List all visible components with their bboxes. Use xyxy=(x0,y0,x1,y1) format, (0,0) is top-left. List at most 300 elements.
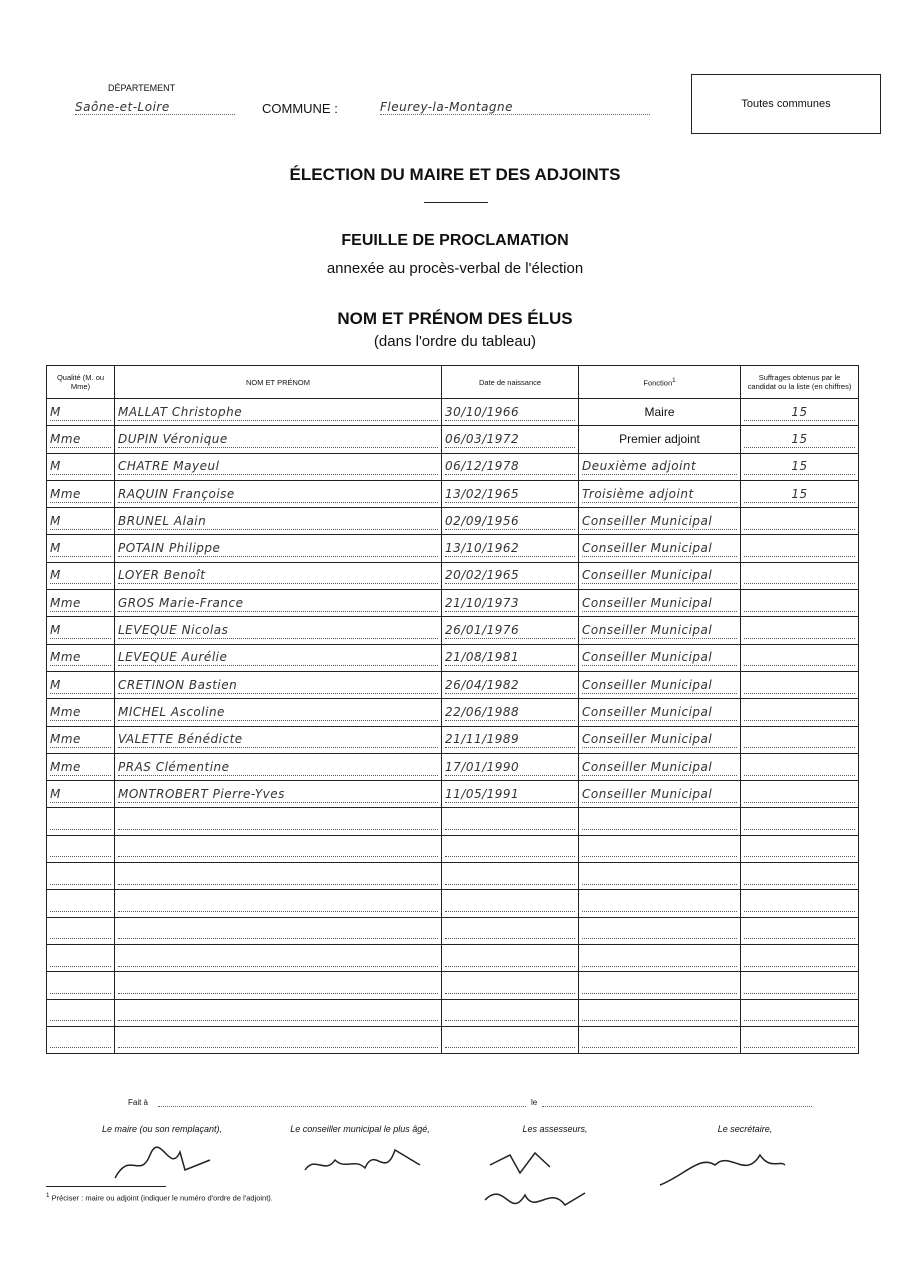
table-row xyxy=(47,617,859,644)
cell-date xyxy=(442,671,579,698)
cell-empty xyxy=(579,972,741,999)
cell-nom xyxy=(115,590,442,617)
cell-empty xyxy=(442,917,579,944)
conseiller-signature xyxy=(300,1140,430,1185)
cell-empty xyxy=(579,917,741,944)
cell-nom-value: LEVEQUE Nicolas xyxy=(118,622,438,639)
footnote-divider xyxy=(46,1186,166,1187)
table-row xyxy=(47,726,859,753)
sheet-subtitle: annexée au procès-verbal de l'élection xyxy=(326,260,584,277)
cell-date xyxy=(442,726,579,753)
cell-fonction xyxy=(579,781,741,808)
cell-suffrages-value xyxy=(744,622,855,639)
cell-empty-line xyxy=(582,1004,737,1021)
fait-a-label: Fait à xyxy=(128,1098,149,1107)
cell-empty xyxy=(442,1026,579,1053)
cell-nom xyxy=(115,426,442,453)
cell-fonction-value: Conseiller Municipal xyxy=(582,731,737,748)
cell-empty xyxy=(47,944,115,971)
cell-empty-line xyxy=(445,813,575,830)
cell-nom-value: RAQUIN Françoise xyxy=(118,486,438,503)
table-row-empty xyxy=(47,972,859,999)
cell-qualite-value: M xyxy=(50,513,111,530)
cell-nom-value: PRAS Clémentine xyxy=(118,759,438,776)
cell-empty xyxy=(741,808,859,835)
cell-suffrages-value xyxy=(744,786,855,803)
cell-nom xyxy=(115,562,442,589)
fait-a-line xyxy=(158,1106,526,1107)
header-date: Date de naissance xyxy=(442,366,579,399)
cell-empty xyxy=(579,1026,741,1053)
cell-empty xyxy=(442,890,579,917)
cell-nom xyxy=(115,453,442,480)
cell-qualite-value: M xyxy=(50,677,111,694)
cell-empty-line xyxy=(50,977,111,994)
cell-date xyxy=(442,535,579,562)
cell-qualite-value: M xyxy=(50,622,111,639)
departement-value: Saône-et-Loire xyxy=(75,100,235,115)
cell-qualite xyxy=(47,480,115,507)
cell-empty xyxy=(115,835,442,862)
secretaire-signature-label: Le secrétaire, xyxy=(717,1124,773,1134)
cell-fonction xyxy=(579,508,741,535)
cell-qualite xyxy=(47,617,115,644)
cell-date-value: 13/02/1965 xyxy=(445,486,575,503)
cell-nom-value: DUPIN Véronique xyxy=(118,431,438,448)
commune-category-text: Toutes communes xyxy=(741,98,831,110)
cell-nom xyxy=(115,644,442,671)
cell-suffrages-value: 15 xyxy=(744,404,855,421)
cell-empty-line xyxy=(445,950,575,967)
table-row xyxy=(47,480,859,507)
cell-empty xyxy=(442,972,579,999)
assesseurs-signatures xyxy=(480,1145,590,1230)
cell-empty-line xyxy=(744,868,855,885)
cell-fonction xyxy=(579,699,741,726)
cell-qualite xyxy=(47,453,115,480)
table-row xyxy=(47,399,859,426)
cell-suffrages-value: 15 xyxy=(744,431,855,448)
cell-empty xyxy=(579,863,741,890)
cell-nom xyxy=(115,671,442,698)
cell-suffrages xyxy=(741,508,859,535)
cell-qualite-value: Mme xyxy=(50,486,111,503)
cell-empty-line xyxy=(50,840,111,857)
cell-fonction xyxy=(579,726,741,753)
cell-suffrages xyxy=(741,699,859,726)
cell-fonction xyxy=(579,617,741,644)
cell-qualite xyxy=(47,699,115,726)
table-row-empty xyxy=(47,808,859,835)
cell-qualite-value: M xyxy=(50,786,111,803)
table-row-empty xyxy=(47,890,859,917)
cell-empty-line xyxy=(744,840,855,857)
assesseurs-signature-label: Les assesseurs, xyxy=(522,1124,588,1134)
title-divider xyxy=(424,202,488,203)
cell-suffrages xyxy=(741,671,859,698)
cell-empty xyxy=(115,972,442,999)
cell-empty-line xyxy=(582,840,737,857)
cell-empty-line xyxy=(582,977,737,994)
cell-suffrages xyxy=(741,399,859,426)
cell-qualite xyxy=(47,644,115,671)
cell-nom xyxy=(115,699,442,726)
cell-empty-line xyxy=(118,895,438,912)
cell-date-value: 21/11/1989 xyxy=(445,731,575,748)
names-subtitle: (dans l'ordre du tableau) xyxy=(373,333,537,350)
cell-qualite xyxy=(47,753,115,780)
cell-nom xyxy=(115,508,442,535)
cell-empty xyxy=(579,944,741,971)
cell-suffrages xyxy=(741,480,859,507)
cell-empty-line xyxy=(582,868,737,885)
cell-empty-line xyxy=(744,895,855,912)
cell-suffrages xyxy=(741,426,859,453)
cell-date-value: 11/05/1991 xyxy=(445,786,575,803)
table-row xyxy=(47,671,859,698)
cell-fonction-value: Deuxième adjoint xyxy=(582,458,737,475)
cell-suffrages-value xyxy=(744,704,855,721)
cell-qualite-value: Mme xyxy=(50,595,111,612)
cell-qualite-value: M xyxy=(50,458,111,475)
cell-date-value: 13/10/1962 xyxy=(445,540,575,557)
cell-empty xyxy=(741,835,859,862)
cell-empty-line xyxy=(50,868,111,885)
cell-fonction xyxy=(579,480,741,507)
cell-empty xyxy=(741,972,859,999)
cell-fonction xyxy=(579,562,741,589)
cell-empty xyxy=(741,890,859,917)
cell-nom xyxy=(115,781,442,808)
cell-suffrages xyxy=(741,590,859,617)
cell-empty xyxy=(741,917,859,944)
names-title: NOM ET PRÉNOM DES ÉLUS xyxy=(337,309,573,328)
cell-suffrages-value xyxy=(744,649,855,666)
cell-nom-value: BRUNEL Alain xyxy=(118,513,438,530)
header-fonction-label: Fonction xyxy=(643,378,673,388)
cell-nom xyxy=(115,399,442,426)
cell-empty xyxy=(47,972,115,999)
cell-fonction-value: Conseiller Municipal xyxy=(582,595,737,612)
maire-signature xyxy=(110,1140,220,1185)
footnote xyxy=(46,1192,273,1203)
cell-qualite xyxy=(47,562,115,589)
table-row xyxy=(47,753,859,780)
le-line xyxy=(542,1106,812,1107)
cell-empty-line xyxy=(118,868,438,885)
cell-fonction xyxy=(579,590,741,617)
cell-empty-line xyxy=(582,895,737,912)
cell-empty xyxy=(579,835,741,862)
cell-empty xyxy=(47,835,115,862)
table-row-empty xyxy=(47,944,859,971)
cell-empty-line xyxy=(50,813,111,830)
cell-empty-line xyxy=(744,977,855,994)
cell-nom-value: VALETTE Bénédicte xyxy=(118,731,438,748)
cell-empty xyxy=(741,1026,859,1053)
cell-suffrages-value xyxy=(744,731,855,748)
cell-suffrages-value: 15 xyxy=(744,486,855,503)
cell-date-value: 22/06/1988 xyxy=(445,704,575,721)
cell-fonction xyxy=(579,453,741,480)
cell-date-value: 06/12/1978 xyxy=(445,458,575,475)
elected-table xyxy=(46,365,859,1054)
cell-suffrages xyxy=(741,562,859,589)
cell-date xyxy=(442,753,579,780)
cell-nom xyxy=(115,535,442,562)
maire-signature-label: Le maire (ou son remplaçant), xyxy=(101,1124,223,1134)
cell-empty-line xyxy=(118,950,438,967)
cell-empty xyxy=(115,863,442,890)
cell-empty xyxy=(579,890,741,917)
cell-nom-value: LOYER Benoît xyxy=(118,567,438,584)
cell-date xyxy=(442,480,579,507)
cell-date xyxy=(442,617,579,644)
cell-suffrages-value: 15 xyxy=(744,458,855,475)
cell-date-value: 26/04/1982 xyxy=(445,677,575,694)
cell-date-value: 17/01/1990 xyxy=(445,759,575,776)
cell-suffrages xyxy=(741,644,859,671)
cell-empty-line xyxy=(50,1004,111,1021)
cell-fonction xyxy=(579,671,741,698)
cell-empty-line xyxy=(744,1004,855,1021)
cell-empty xyxy=(47,999,115,1026)
cell-empty-line xyxy=(445,977,575,994)
table-row xyxy=(47,590,859,617)
cell-date xyxy=(442,426,579,453)
cell-nom-value: LEVEQUE Aurélie xyxy=(118,649,438,666)
cell-date-value: 26/01/1976 xyxy=(445,622,575,639)
cell-suffrages xyxy=(741,617,859,644)
cell-date xyxy=(442,699,579,726)
header-qualite: Qualité (M. ou Mme) xyxy=(47,366,115,399)
cell-empty-line xyxy=(50,1031,111,1048)
cell-qualite xyxy=(47,508,115,535)
cell-date-value: 30/10/1966 xyxy=(445,404,575,421)
cell-suffrages-value xyxy=(744,513,855,530)
cell-empty xyxy=(741,999,859,1026)
cell-empty-line xyxy=(118,840,438,857)
cell-empty-line xyxy=(744,950,855,967)
cell-empty-line xyxy=(118,1004,438,1021)
cell-date-value: 02/09/1956 xyxy=(445,513,575,530)
cell-qualite xyxy=(47,671,115,698)
table-row-empty xyxy=(47,999,859,1026)
cell-empty-line xyxy=(445,868,575,885)
cell-date xyxy=(442,644,579,671)
cell-qualite-value: Mme xyxy=(50,704,111,721)
cell-qualite xyxy=(47,726,115,753)
sheet-title: FEUILLE DE PROCLAMATION xyxy=(341,232,569,249)
cell-nom-value: CRETINON Bastien xyxy=(118,677,438,694)
departement-label: DÉPARTEMENT xyxy=(108,83,176,93)
cell-nom xyxy=(115,480,442,507)
table-row xyxy=(47,562,859,589)
cell-nom-value: CHATRE Mayeul xyxy=(118,458,438,475)
cell-empty xyxy=(579,808,741,835)
cell-date xyxy=(442,781,579,808)
header-suffrages: Suffrages obtenus par le candidat ou la liste (en chiffres) xyxy=(741,366,859,399)
cell-qualite-value: Mme xyxy=(50,731,111,748)
table-row xyxy=(47,781,859,808)
cell-date-value: 20/02/1965 xyxy=(445,567,575,584)
cell-fonction-value: Premier adjoint xyxy=(619,432,700,447)
cell-empty xyxy=(47,890,115,917)
cell-date-value: 06/03/1972 xyxy=(445,431,575,448)
table-row xyxy=(47,699,859,726)
cell-empty-line xyxy=(118,977,438,994)
cell-empty-line xyxy=(744,922,855,939)
cell-empty-line xyxy=(582,922,737,939)
header-fonction-note: 1 xyxy=(672,377,676,385)
cell-qualite xyxy=(47,535,115,562)
cell-fonction-value: Conseiller Municipal xyxy=(582,649,737,666)
cell-nom xyxy=(115,753,442,780)
cell-qualite-value: M xyxy=(50,540,111,557)
table-row-empty xyxy=(47,1026,859,1053)
cell-empty-line xyxy=(118,1031,438,1048)
cell-suffrages xyxy=(741,535,859,562)
le-label: le xyxy=(531,1098,538,1107)
cell-empty xyxy=(115,999,442,1026)
cell-fonction-value: Conseiller Municipal xyxy=(582,622,737,639)
cell-nom-value: MALLAT Christophe xyxy=(118,404,438,421)
cell-empty-line xyxy=(445,840,575,857)
cell-empty-line xyxy=(50,922,111,939)
cell-nom xyxy=(115,726,442,753)
commune-value: Fleurey-la-Montagne xyxy=(380,100,650,115)
cell-qualite xyxy=(47,590,115,617)
cell-date xyxy=(442,508,579,535)
cell-qualite xyxy=(47,399,115,426)
cell-fonction-value: Conseiller Municipal xyxy=(582,567,737,584)
cell-empty xyxy=(47,808,115,835)
cell-nom-value: GROS Marie-France xyxy=(118,595,438,612)
header-nom: NOM ET PRÉNOM xyxy=(115,366,442,399)
cell-empty xyxy=(47,1026,115,1053)
cell-qualite-value: M xyxy=(50,567,111,584)
table-row-empty xyxy=(47,863,859,890)
cell-qualite-value: Mme xyxy=(50,431,111,448)
table-row xyxy=(47,426,859,453)
cell-empty xyxy=(47,863,115,890)
cell-date-value: 21/08/1981 xyxy=(445,649,575,666)
cell-empty xyxy=(115,890,442,917)
cell-empty-line xyxy=(50,895,111,912)
cell-fonction-value: Conseiller Municipal xyxy=(582,704,737,721)
cell-fonction xyxy=(579,399,741,426)
table-row xyxy=(47,453,859,480)
cell-suffrages xyxy=(741,453,859,480)
footnote-mark: 1 xyxy=(46,1192,50,1199)
cell-fonction-value: Troisième adjoint xyxy=(582,486,737,503)
table-row-empty xyxy=(47,917,859,944)
header-fonction xyxy=(579,366,741,399)
cell-qualite-value: Mme xyxy=(50,759,111,776)
cell-suffrages-value xyxy=(744,759,855,776)
cell-empty xyxy=(579,999,741,1026)
cell-date xyxy=(442,399,579,426)
cell-date xyxy=(442,590,579,617)
cell-fonction-value: Conseiller Municipal xyxy=(582,677,737,694)
cell-suffrages-value xyxy=(744,540,855,557)
cell-fonction-value: Conseiller Municipal xyxy=(582,540,737,557)
cell-empty-line xyxy=(445,895,575,912)
table-row xyxy=(47,508,859,535)
cell-empty xyxy=(115,944,442,971)
cell-fonction xyxy=(579,644,741,671)
cell-empty xyxy=(115,808,442,835)
cell-empty xyxy=(741,863,859,890)
cell-empty-line xyxy=(118,922,438,939)
conseiller-signature-label: Le conseiller municipal le plus âgé, xyxy=(290,1124,430,1134)
cell-nom-value: POTAIN Philippe xyxy=(118,540,438,557)
cell-fonction-value: Conseiller Municipal xyxy=(582,513,737,530)
cell-nom-value: MONTROBERT Pierre-Yves xyxy=(118,786,438,803)
cell-suffrages xyxy=(741,781,859,808)
cell-empty-line xyxy=(582,1031,737,1048)
footnote-text: Préciser : maire ou adjoint (indiquer le numéro d'ordre de l'adjoint). xyxy=(51,1193,273,1203)
cell-fonction xyxy=(579,426,741,453)
commune-category-box xyxy=(691,74,881,134)
cell-empty-line xyxy=(445,1004,575,1021)
cell-empty xyxy=(442,999,579,1026)
cell-empty-line xyxy=(445,922,575,939)
table-header-row xyxy=(47,366,859,399)
cell-empty xyxy=(115,917,442,944)
cell-empty-line xyxy=(744,813,855,830)
main-title: ÉLECTION DU MAIRE ET DES ADJOINTS xyxy=(289,165,621,184)
cell-fonction-value: Maire xyxy=(644,405,675,420)
cell-date xyxy=(442,453,579,480)
cell-fonction-value: Conseiller Municipal xyxy=(582,759,737,776)
cell-empty-line xyxy=(744,1031,855,1048)
cell-suffrages xyxy=(741,753,859,780)
cell-date xyxy=(442,562,579,589)
cell-qualite xyxy=(47,781,115,808)
cell-empty-line xyxy=(445,1031,575,1048)
cell-empty xyxy=(442,863,579,890)
cell-empty-line xyxy=(50,950,111,967)
cell-empty-line xyxy=(582,950,737,967)
secretaire-signature xyxy=(655,1140,790,1195)
cell-empty-line xyxy=(582,813,737,830)
commune-label: COMMUNE : xyxy=(262,101,338,116)
table-row-empty xyxy=(47,835,859,862)
cell-suffrages xyxy=(741,726,859,753)
cell-qualite-value: Mme xyxy=(50,649,111,666)
cell-suffrages-value xyxy=(744,677,855,694)
cell-fonction xyxy=(579,535,741,562)
cell-suffrages-value xyxy=(744,595,855,612)
cell-fonction xyxy=(579,753,741,780)
table-row xyxy=(47,535,859,562)
cell-empty xyxy=(442,808,579,835)
cell-empty xyxy=(442,944,579,971)
cell-empty xyxy=(741,944,859,971)
table-row xyxy=(47,644,859,671)
cell-nom xyxy=(115,617,442,644)
cell-qualite xyxy=(47,426,115,453)
cell-qualite-value: M xyxy=(50,404,111,421)
cell-nom-value: MICHEL Ascoline xyxy=(118,704,438,721)
cell-empty xyxy=(115,1026,442,1053)
cell-suffrages-value xyxy=(744,567,855,584)
cell-empty xyxy=(442,835,579,862)
cell-empty-line xyxy=(118,813,438,830)
cell-fonction-value: Conseiller Municipal xyxy=(582,786,737,803)
cell-date-value: 21/10/1973 xyxy=(445,595,575,612)
